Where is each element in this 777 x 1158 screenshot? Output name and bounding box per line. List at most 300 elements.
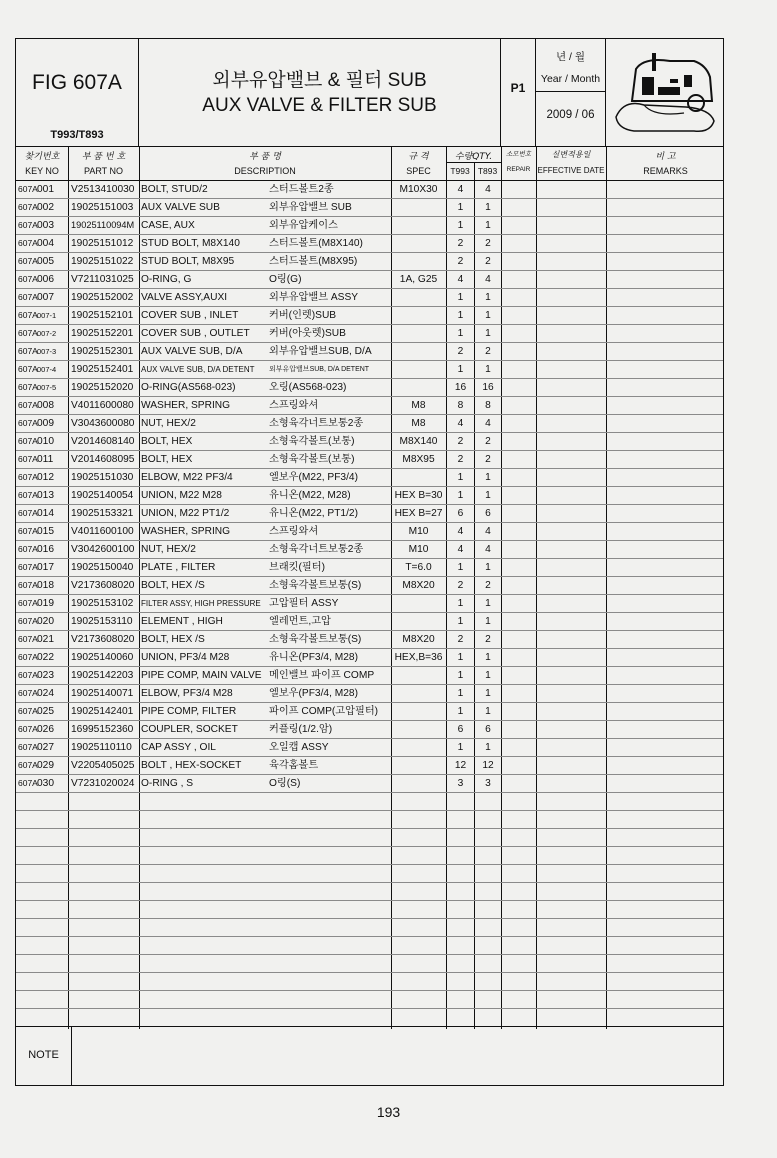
col-qty-t993: T993 <box>450 166 470 176</box>
model-code: T993/T893 <box>50 129 104 141</box>
description-english: BOLT, HEX <box>141 436 193 447</box>
key-number: 010 <box>37 436 54 447</box>
spec-value: HEX,B=36 <box>394 652 443 663</box>
description-english: AUX VALVE SUB, D/A DETENT <box>141 365 255 374</box>
table-row <box>16 307 723 325</box>
spec-value <box>392 235 445 252</box>
table-row <box>16 433 723 451</box>
spec-value <box>392 325 445 342</box>
spec-value: 1A, G25 <box>399 274 438 285</box>
key-number: 006 <box>37 274 54 285</box>
description-english: NUT, HEX/2 <box>141 418 196 429</box>
qty-t893: 1 <box>485 562 491 573</box>
description-english: STUD BOLT, M8X140 <box>141 238 240 249</box>
qty-t893: 1 <box>485 292 491 303</box>
description-korean: 외부유압밸브 SUB <box>269 202 352 213</box>
description-korean: 소형육각너트보통2종 <box>269 418 364 429</box>
col-key-kr: 찾기번호 <box>24 152 60 162</box>
qty-t993: 16 <box>454 382 467 393</box>
qty-t993: 1 <box>457 742 464 753</box>
part-number: 19025151003 <box>71 202 134 213</box>
part-number: 19025110110 <box>71 742 132 753</box>
table-row <box>16 289 723 307</box>
description-korean: 유니온(M22, PT1/2) <box>269 508 358 519</box>
description-korean: 소형육각볼트(보통) <box>269 454 355 465</box>
description-english: PIPE COMP, FILTER <box>141 706 237 717</box>
spec-value: M8X140 <box>399 436 438 447</box>
spec-value <box>392 667 445 684</box>
part-number: 19025153321 <box>71 508 134 519</box>
table-row <box>16 631 723 649</box>
qty-t893: 1 <box>485 598 491 609</box>
key-number: 007-2 <box>37 329 57 338</box>
qty-t993: 1 <box>457 562 464 573</box>
col-spec-en: SPEC <box>406 166 431 176</box>
part-number: 19025151012 <box>71 238 134 249</box>
fig-cell-value: 607A <box>18 652 38 662</box>
fig-cell-value: 607A <box>18 184 38 194</box>
qty-t993: 1 <box>457 616 464 627</box>
key-number: 005 <box>37 256 54 267</box>
description-korean: 브래킷(필터) <box>269 562 325 573</box>
key-number: 004 <box>37 238 54 249</box>
description-korean: 외부유압밸브SUB, D/A DETENT <box>269 366 370 373</box>
table-row <box>16 523 723 541</box>
fig-cell-value: 607A <box>18 436 38 446</box>
col-qty-t893: T893 <box>477 166 498 176</box>
col-remarks <box>606 146 725 180</box>
tractor-icon <box>614 47 719 137</box>
description-english: BOLT , HEX-SOCKET <box>141 760 242 771</box>
fig-cell-value: 607A <box>18 562 38 572</box>
spec-value: M8X20 <box>402 580 435 591</box>
table-row <box>16 901 723 919</box>
description-korean: 외부유압밸브SUB, D/A <box>269 346 372 357</box>
key-number: 030 <box>37 778 54 789</box>
col-part-kr: 부 품 번 호 <box>81 152 126 162</box>
table-row <box>16 469 723 487</box>
spec-value <box>392 289 445 306</box>
qty-t993: 1 <box>457 490 464 501</box>
part-number: V4011600080 <box>71 400 134 411</box>
page-code: P1 <box>510 81 526 95</box>
qty-t993: 1 <box>457 688 464 699</box>
part-number: 19025110094M <box>71 220 135 230</box>
col-eff-kr: 실변적용일 <box>551 150 591 159</box>
description-english: BOLT, HEX <box>141 454 193 465</box>
description-english: ELBOW, M22 PF3/4 <box>141 472 233 483</box>
description-korean: 커버(인렛)SUB <box>269 310 337 321</box>
description-english: CAP ASSY , OIL <box>141 742 216 753</box>
table-row <box>16 451 723 469</box>
table-row <box>16 379 723 397</box>
qty-t893: 1 <box>485 652 491 663</box>
table-row <box>16 1009 723 1027</box>
spec-value <box>392 217 445 234</box>
description-korean: 소형육각너트보통2종 <box>269 544 364 555</box>
description-english: FILTER ASSY, HIGH PRESSURE <box>141 599 261 608</box>
table-row <box>16 721 723 739</box>
table-row <box>16 181 723 199</box>
spec-value <box>392 595 445 612</box>
spec-value <box>392 379 445 396</box>
qty-t893: 6 <box>485 724 491 735</box>
col-part-en: PART NO <box>83 166 123 176</box>
description-english: UNION, PF3/4 M28 <box>141 652 230 663</box>
fig-cell-value: 607A <box>18 364 38 374</box>
key-number: 022 <box>37 652 54 663</box>
col-rem-en: REMARKS <box>643 166 688 176</box>
title-english: AUX VALVE & FILTER SUB <box>202 95 437 116</box>
table-row <box>16 559 723 577</box>
description-english: CASE, AUX <box>141 220 195 231</box>
key-number: 007-4 <box>37 365 57 374</box>
description-korean: 스프링와셔 <box>269 400 319 411</box>
description-english: VALVE ASSY,AUXI <box>141 292 228 303</box>
qty-t893: 1 <box>485 472 491 483</box>
table-row <box>16 613 723 631</box>
qty-t993: 6 <box>457 724 464 735</box>
qty-t993: 6 <box>457 508 464 519</box>
description-korean: 스터드볼트2종 <box>269 184 334 195</box>
qty-t893: 4 <box>485 418 491 429</box>
qty-t893: 2 <box>485 580 491 591</box>
fig-cell-value: 607A <box>18 706 38 716</box>
qty-t993: 12 <box>454 760 467 771</box>
description-korean: 엘레먼트,고압 <box>269 616 331 627</box>
table-row <box>16 217 723 235</box>
key-number: 007 <box>37 292 54 303</box>
part-number: 19025142203 <box>71 670 134 681</box>
description-korean: O링(S) <box>269 778 301 789</box>
spec-value <box>392 703 445 720</box>
part-number: V2173608020 <box>71 634 135 645</box>
col-description <box>139 146 391 180</box>
qty-t893: 1 <box>485 220 491 231</box>
fig-cell-value: 607A <box>18 238 38 248</box>
fig-cell <box>16 39 139 146</box>
table-row <box>16 865 723 883</box>
part-number: 19025153102 <box>71 598 134 609</box>
qty-t893: 4 <box>485 184 491 195</box>
qty-t993: 2 <box>457 346 464 357</box>
fig-cell-value: 607A <box>18 328 38 338</box>
spec-value: M8 <box>411 400 426 411</box>
part-number: V2513410030 <box>71 184 135 195</box>
table-row <box>16 757 723 775</box>
part-number: 19025152101 <box>71 310 134 321</box>
sheet-header <box>16 39 723 147</box>
qty-t993: 1 <box>457 706 464 717</box>
table-row <box>16 253 723 271</box>
key-number: 011 <box>37 454 54 465</box>
fig-cell-value: 607A <box>18 472 38 482</box>
col-eff-en: EFFECTIVE DATE <box>537 166 605 175</box>
description-korean: 오링(AS568-023) <box>269 382 347 393</box>
fig-cell-value: 607A <box>18 544 38 554</box>
table-row <box>16 325 723 343</box>
part-number: V3043600080 <box>71 418 135 429</box>
part-number: V7231020024 <box>71 778 135 789</box>
fig-cell-value: 607A <box>18 760 38 770</box>
description-english: UNION, M22 M28 <box>141 490 222 501</box>
part-number: V2173608020 <box>71 580 135 591</box>
table-row <box>16 649 723 667</box>
qty-t993: 1 <box>457 310 464 321</box>
part-number: 19025151030 <box>71 472 134 483</box>
col-rem-kr: 비 고 <box>655 152 676 162</box>
description-korean: 고압필터 ASSY <box>269 598 339 609</box>
fig-cell-value: 607A <box>18 490 38 500</box>
note-label: NOTE <box>16 1027 72 1085</box>
col-qty-kr: 수량QTY. <box>454 152 493 162</box>
key-number: 017 <box>37 562 54 573</box>
description-korean: 스프링와셔 <box>269 526 319 537</box>
key-number: 014 <box>37 508 54 519</box>
fig-cell-value: 607A <box>18 382 38 392</box>
qty-t893: 1 <box>485 490 491 501</box>
qty-t993: 1 <box>457 328 464 339</box>
description-english: WASHER, SPRING <box>141 526 231 537</box>
parts-sheet <box>15 38 724 1086</box>
qty-t893: 16 <box>482 382 494 393</box>
qty-t893: 2 <box>485 346 491 357</box>
table-row <box>16 667 723 685</box>
page-number: 193 <box>376 1104 401 1120</box>
key-number: 023 <box>37 670 54 681</box>
fig-cell-value: 607A <box>18 508 38 518</box>
fig-cell-value: 607A <box>18 310 38 320</box>
spec-value <box>392 361 445 378</box>
key-number: 008 <box>37 400 54 411</box>
spec-value: M8X20 <box>402 634 435 645</box>
qty-t993: 1 <box>457 472 464 483</box>
qty-t993: 4 <box>457 544 464 555</box>
fig-cell-value: 607A <box>18 418 38 428</box>
part-number: 16995152360 <box>71 724 134 735</box>
description-korean: 엘보우(PF3/4, M28) <box>269 688 358 699</box>
table-row <box>16 955 723 973</box>
qty-t893: 3 <box>485 778 491 789</box>
key-number: 009 <box>37 418 54 429</box>
qty-t893: 1 <box>485 742 491 753</box>
qty-t893: 1 <box>485 310 491 321</box>
key-number: 024 <box>37 688 54 699</box>
description-english: COVER SUB , INLET <box>141 310 239 321</box>
key-number: 007-5 <box>37 383 57 392</box>
fig-cell-value: 607A <box>18 274 38 284</box>
description-english: ELEMENT , HIGH <box>141 616 223 627</box>
part-number: 19025152002 <box>71 292 134 303</box>
qty-t993: 4 <box>457 184 464 195</box>
table-row <box>16 703 723 721</box>
fig-cell-value: 607A <box>18 526 38 536</box>
table-row <box>16 415 723 433</box>
qty-t993: 2 <box>457 580 464 591</box>
fig-cell-value: 607A <box>18 454 38 464</box>
table-row <box>16 919 723 937</box>
table-row <box>16 343 723 361</box>
qty-t893: 1 <box>485 202 491 213</box>
description-english: BOLT, HEX /S <box>141 634 205 645</box>
qty-t993: 2 <box>457 238 464 249</box>
part-number: 19025153110 <box>71 616 133 627</box>
qty-t993: 3 <box>457 778 464 789</box>
table-row <box>16 361 723 379</box>
col-repair-kr: 소모번호 <box>505 150 532 158</box>
description-korean: 외부유압케이스 <box>269 220 338 231</box>
spec-value <box>392 685 445 702</box>
description-english: O-RING(AS568-023) <box>141 382 236 393</box>
page-code-cell <box>501 39 536 146</box>
table-row <box>16 505 723 523</box>
col-effective-date <box>536 146 606 180</box>
description-korean: 메인밸브 파이프 COMP <box>269 670 375 681</box>
description-english: ELBOW, PF3/4 M28 <box>141 688 233 699</box>
qty-t993: 4 <box>457 274 464 285</box>
qty-t893: 1 <box>485 670 491 681</box>
fig-cell-value: 607A <box>18 256 38 266</box>
spec-value <box>392 721 445 738</box>
col-part <box>68 146 139 180</box>
description-english: AUX VALVE SUB, D/A <box>141 346 243 357</box>
part-number: 19025152301 <box>71 346 134 357</box>
qty-t893: 1 <box>485 688 491 699</box>
spec-value: M10 <box>408 526 429 537</box>
part-number: 19025142401 <box>71 706 134 717</box>
spec-value <box>392 775 445 792</box>
qty-t893: 2 <box>485 238 491 249</box>
spec-value <box>392 343 445 360</box>
qty-t993: 2 <box>457 256 464 267</box>
qty-t893: 4 <box>485 274 491 285</box>
key-number: 021 <box>37 634 54 645</box>
fig-cell-value: 607A <box>18 634 38 644</box>
fig-cell-value: 607A <box>18 688 38 698</box>
qty-t893: 1 <box>485 364 491 375</box>
revision-date: 2009 / 06 <box>546 109 595 121</box>
description-english: BOLT, STUD/2 <box>141 184 208 195</box>
description-korean: 유니온(PF3/4, M28) <box>269 652 358 663</box>
qty-t993: 2 <box>457 454 464 465</box>
table-row <box>16 739 723 757</box>
description-korean: 육각홈볼트 <box>269 760 319 771</box>
description-english: O-RING, G <box>141 274 192 285</box>
key-number: 002 <box>37 202 54 213</box>
qty-t993: 2 <box>457 436 464 447</box>
fig-cell-value: 607A <box>18 598 38 608</box>
part-number: 19025140060 <box>71 652 134 663</box>
table-row <box>16 199 723 217</box>
part-number: 19025152401 <box>71 364 134 375</box>
description-korean: 파이프 COMP(고압필터) <box>269 706 379 717</box>
description-korean: 오일캡 ASSY <box>269 742 329 753</box>
col-desc-en: DESCRIPTION <box>234 166 296 176</box>
key-number: 007-3 <box>37 347 57 356</box>
spec-value <box>392 757 445 774</box>
year-month-cell <box>536 39 606 146</box>
qty-t893: 4 <box>485 526 491 537</box>
qty-t993: 1 <box>457 364 464 375</box>
table-row <box>16 577 723 595</box>
description-english: PIPE COMP, MAIN VALVE <box>141 670 262 681</box>
col-repair <box>501 146 536 180</box>
col-key <box>16 146 68 180</box>
spec-value <box>392 199 445 216</box>
logo-cell <box>606 39 725 146</box>
part-number: 19025152020 <box>71 382 134 393</box>
table-row <box>16 811 723 829</box>
table-row <box>16 991 723 1009</box>
spec-value: M8 <box>411 418 426 429</box>
description-korean: 커플링(1/2.암) <box>269 724 333 735</box>
key-number: 007-1 <box>37 311 57 320</box>
fig-cell-value: 607A <box>18 220 38 230</box>
key-number: 001 <box>37 184 54 195</box>
table-row <box>16 973 723 991</box>
description-korean: 스터드볼트(M8X140) <box>269 238 363 249</box>
table-row <box>16 937 723 955</box>
key-number: 025 <box>37 706 54 717</box>
table-row <box>16 541 723 559</box>
description-english: PLATE , FILTER <box>141 562 216 573</box>
spec-value: M8X95 <box>402 454 435 465</box>
year-month-english: Year / Month <box>540 73 601 85</box>
col-repair-en: REPAIR <box>506 166 531 173</box>
description-english: COVER SUB , OUTLET <box>141 328 250 339</box>
col-spec-kr: 규 격 <box>408 152 429 162</box>
qty-t993: 1 <box>457 202 464 213</box>
fig-cell-value: 607A <box>18 742 38 752</box>
col-desc-kr: 부 품 명 <box>249 152 281 162</box>
part-number: V2014608095 <box>71 454 135 465</box>
fig-cell-value: 607A <box>18 580 38 590</box>
note-area <box>16 1026 723 1085</box>
table-row <box>16 397 723 415</box>
qty-t993: 1 <box>457 292 464 303</box>
table-row <box>16 685 723 703</box>
qty-t993: 1 <box>457 220 464 231</box>
key-number: 015 <box>37 526 54 537</box>
fig-cell-value: 607A <box>18 400 38 410</box>
title-korean: 외부유압밸브 & 필터 SUB <box>212 70 427 91</box>
description-english: AUX VALVE SUB <box>141 202 220 213</box>
description-korean: 커버(아웃렛)SUB <box>269 328 346 339</box>
table-row <box>16 235 723 253</box>
part-number: V2205405025 <box>71 760 135 771</box>
description-english: COUPLER, SOCKET <box>141 724 238 735</box>
description-korean: 스터드볼트(M8X95) <box>269 256 358 267</box>
part-number: 19025151022 <box>71 256 134 267</box>
description-korean: 유니온(M22, M28) <box>269 490 351 501</box>
description-english: NUT, HEX/2 <box>141 544 196 555</box>
fig-number: FIG 607A <box>32 71 122 94</box>
table-row <box>16 775 723 793</box>
qty-t993: 8 <box>457 400 464 411</box>
qty-t893: 2 <box>485 256 491 267</box>
qty-t993: 2 <box>457 634 464 645</box>
qty-t893: 6 <box>485 508 491 519</box>
description-english: UNION, M22 PT1/2 <box>141 508 230 519</box>
col-spec <box>391 146 446 180</box>
key-number: 003 <box>37 220 54 231</box>
key-number: 019 <box>37 598 54 609</box>
spec-value: M10X30 <box>399 184 438 195</box>
qty-t893: 12 <box>482 760 494 771</box>
description-english: BOLT, HEX /S <box>141 580 205 591</box>
qty-t893: 2 <box>485 454 491 465</box>
qty-t993: 1 <box>457 670 464 681</box>
